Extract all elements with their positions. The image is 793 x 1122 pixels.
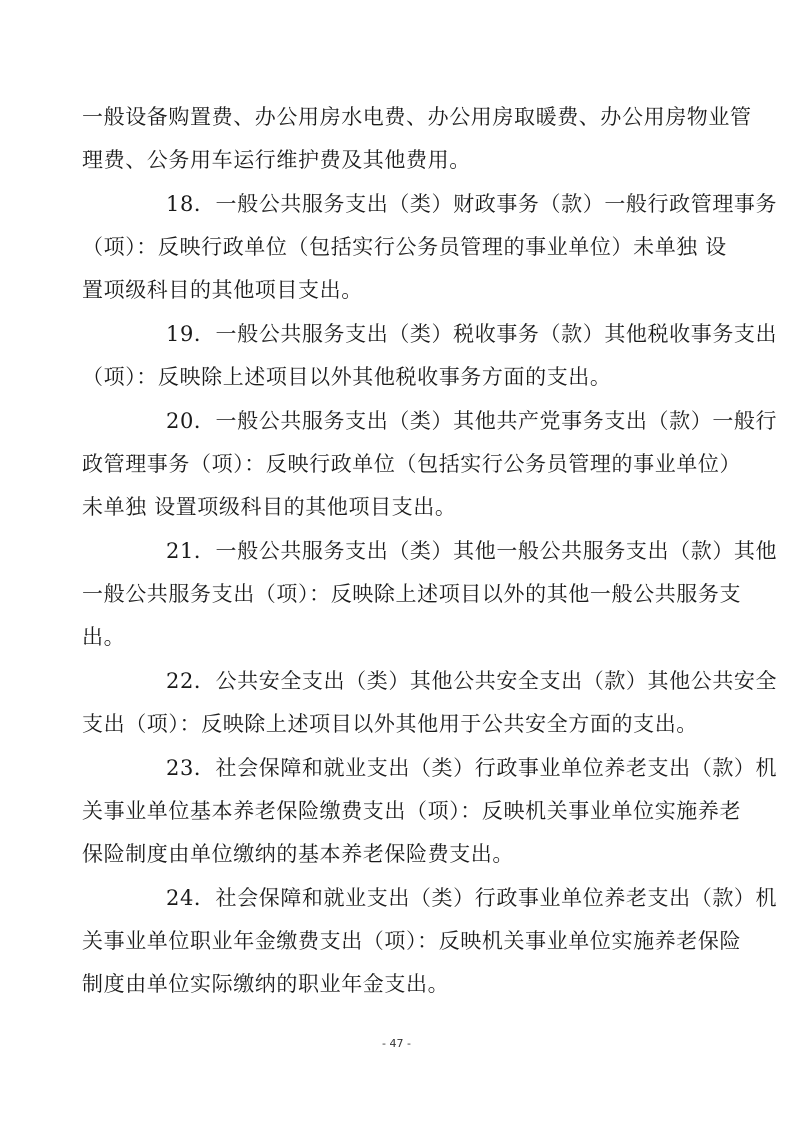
paragraph-22-line: 支出（项）：反映除上述项目以外其他用于公共安全方面的支出。 bbox=[82, 712, 698, 736]
page-number: - 47 - bbox=[382, 1037, 411, 1050]
paragraph-23-line: 关事业单位基本养老保险缴费支出（项）：反映机关事业单位实施养老 bbox=[82, 799, 742, 823]
paragraph-20-line: 未单独 设置项级科目的其他项目支出。 bbox=[82, 495, 457, 519]
paragraph-23-line: 保险制度由单位缴纳的基本养老保险费支出。 bbox=[82, 842, 514, 866]
paragraph-19-line: （项）：反映除上述项目以外其他税收事务方面的支出。 bbox=[82, 365, 612, 389]
paragraph-21-line: 一般公共服务支出（项）：反映除上述项目以外的其他一般公共服务支 bbox=[82, 582, 742, 606]
paragraph-22-line: 22．公共安全支出（类）其他公共安全支出（款）其他公共安全 bbox=[166, 669, 778, 693]
paragraph-20-line: 20．一般公共服务支出（类）其他共产党事务支出（款）一般行 bbox=[166, 409, 778, 433]
paragraph-21-line: 21．一般公共服务支出（类）其他一般公共服务支出（款）其他 bbox=[166, 539, 778, 563]
paragraph-24-line: 关事业单位职业年金缴费支出（项）：反映机关事业单位实施养老保险 bbox=[82, 929, 742, 953]
paragraph-21-line: 出。 bbox=[82, 625, 126, 649]
paragraph-18-line: 18．一般公共服务支出（类）财政事务（款）一般行政管理事务 bbox=[166, 192, 778, 216]
paragraph-19-line: 19．一般公共服务支出（类）税收事务（款）其他税收事务支出 bbox=[166, 322, 778, 346]
paragraph-24-line: 制度由单位实际缴纳的职业年金支出。 bbox=[82, 972, 450, 996]
paragraph-20-line: 政管理事务（项）：反映行政单位（包括实行公务员管理的事业单位） bbox=[82, 452, 742, 476]
paragraph-24-line: 24．社会保障和就业支出（类）行政事业单位养老支出（款）机 bbox=[166, 886, 778, 910]
paragraph-23-line: 23．社会保障和就业支出（类）行政事业单位养老支出（款）机 bbox=[166, 756, 778, 780]
text-line: 一般设备购置费、办公用房水电费、办公用房取暖费、办公用房物业管 bbox=[82, 105, 752, 129]
paragraph-18-line: 置项级科目的其他项目支出。 bbox=[82, 278, 363, 302]
text-line: 理费、公务用车运行维护费及其他费用。 bbox=[82, 148, 471, 172]
paragraph-18-line: （项）：反映行政单位（包括实行公务员管理的事业单位）未单独 设 bbox=[82, 235, 727, 259]
